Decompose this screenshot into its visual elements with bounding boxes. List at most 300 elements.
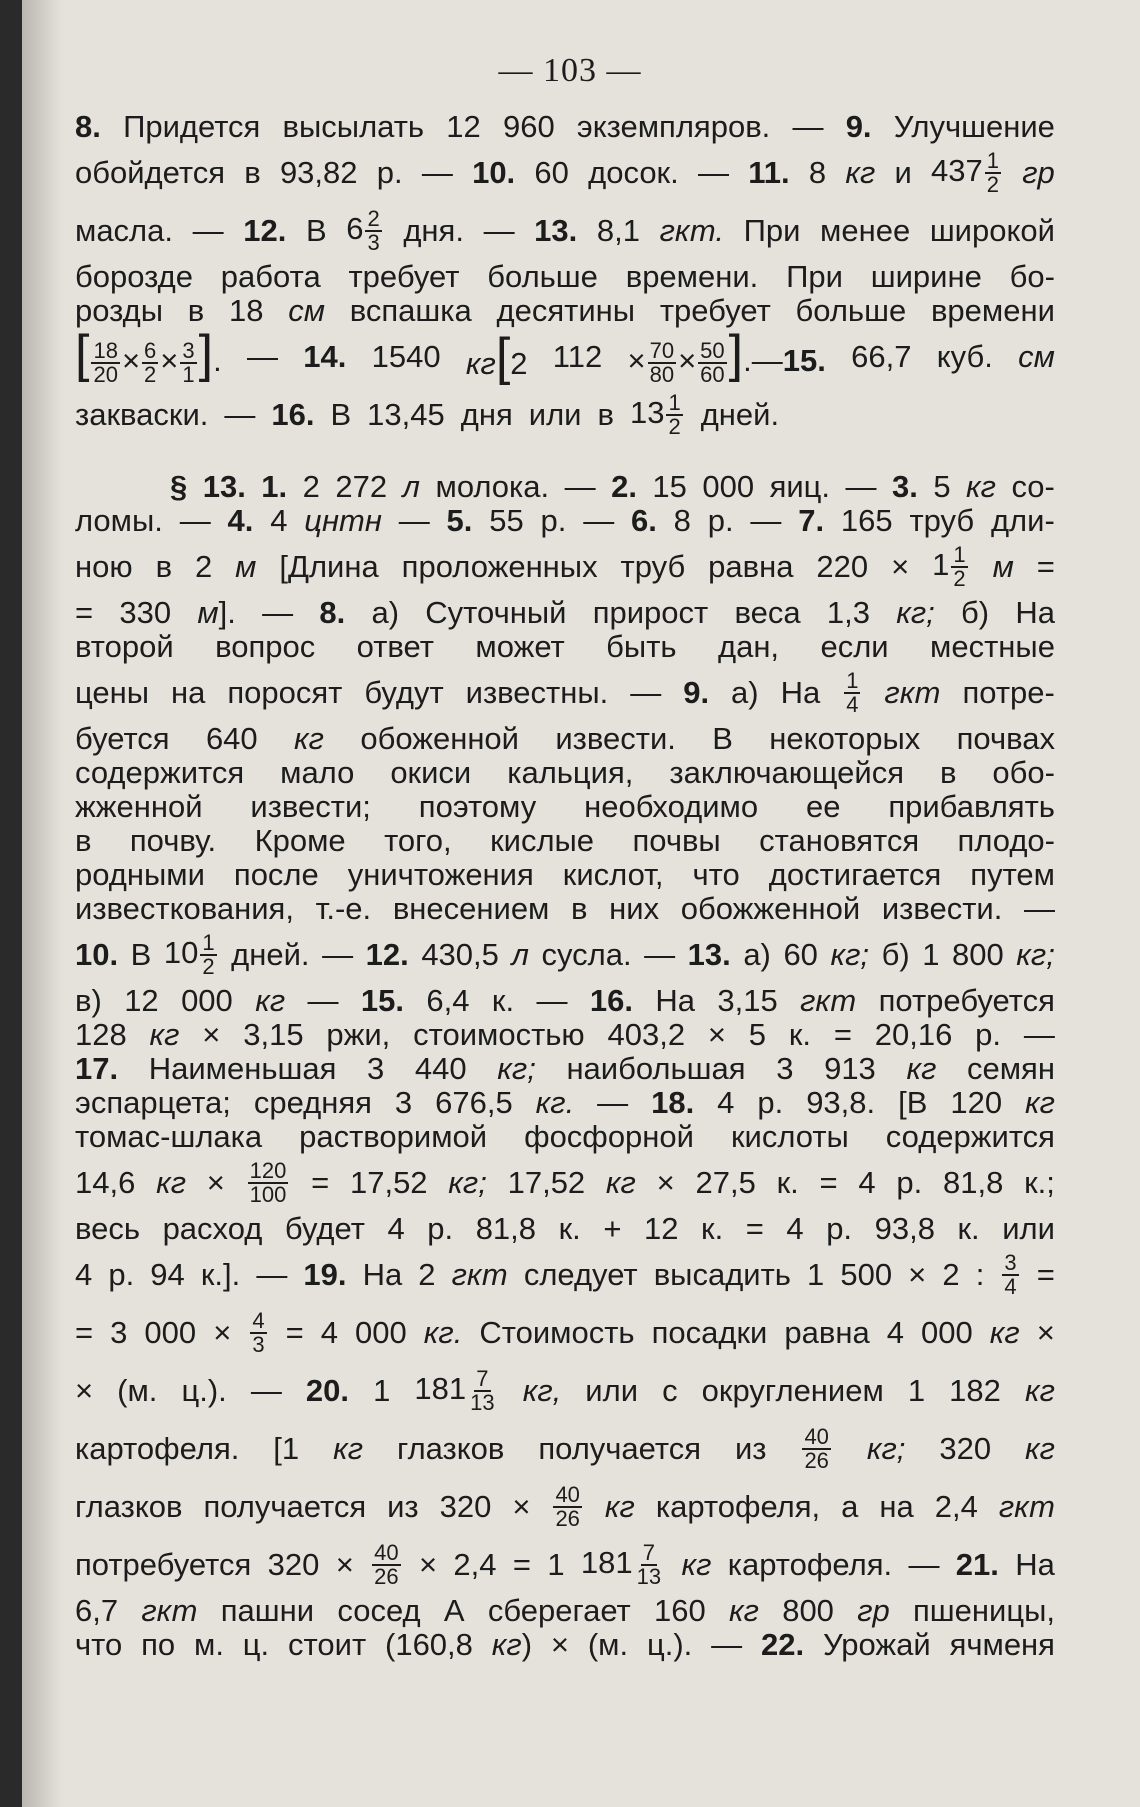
text-fragment: менее <box>820 213 911 248</box>
text-fragment: 000 <box>355 1315 407 1350</box>
unit-label: кг. <box>423 1315 463 1350</box>
text-fragment: плодо- <box>957 823 1055 858</box>
text-fragment: — <box>1023 1017 1055 1052</box>
fraction <box>248 1160 289 1206</box>
word <box>427 1212 453 1246</box>
word <box>581 1542 665 1588</box>
text-fragment: поэтому <box>418 789 537 824</box>
text-fragment: Суточный <box>425 595 567 630</box>
word <box>156 550 172 584</box>
text-line <box>75 824 1055 858</box>
word <box>492 1628 532 1662</box>
word <box>244 156 260 190</box>
text-fragment: стоимостью <box>413 1017 585 1052</box>
fraction <box>372 1542 400 1588</box>
unit-label: кг <box>156 1165 187 1200</box>
word <box>922 938 939 972</box>
text-fragment: 93,8 <box>874 1211 935 1246</box>
text-line <box>75 1086 1055 1120</box>
word <box>224 398 255 432</box>
text-fragment: содержится <box>885 1119 1055 1154</box>
unit-label: кг; <box>497 1051 536 1086</box>
word <box>651 1086 694 1120</box>
text-fragment: будет <box>284 1211 365 1246</box>
word <box>892 470 918 504</box>
answer-number: 8. <box>75 109 101 144</box>
word <box>597 214 640 248</box>
word <box>1025 1432 1055 1466</box>
word <box>247 340 278 374</box>
text-fragment: — <box>398 503 430 538</box>
word <box>806 790 840 824</box>
text-fragment: получается <box>203 1489 367 1524</box>
text-fragment: к. <box>788 1017 812 1052</box>
text-fragment: 81,8 <box>942 1165 1004 1200</box>
word <box>336 1548 354 1582</box>
word <box>605 1490 635 1524</box>
text-fragment: сберегает <box>487 1593 631 1628</box>
text-fragment: 960 <box>502 109 555 144</box>
word <box>303 1258 346 1292</box>
text-fragment: кислоты <box>730 1119 849 1154</box>
text-fragment: а <box>841 1489 859 1524</box>
text-fragment: б) <box>881 937 910 972</box>
word <box>538 1432 701 1466</box>
text-line <box>75 1478 1055 1536</box>
word <box>203 1490 366 1524</box>
text-line <box>75 294 1055 328</box>
fraction <box>802 1426 830 1472</box>
word <box>879 984 1055 1018</box>
text-fragment: р. <box>896 1165 923 1200</box>
word <box>75 676 149 710</box>
word <box>644 938 675 972</box>
word <box>75 1166 135 1200</box>
text-fragment: 14,6 <box>75 1165 136 1200</box>
fraction-denominator: 2 <box>668 414 681 439</box>
text-fragment: (м. <box>587 1627 629 1662</box>
word <box>367 1052 384 1086</box>
word <box>875 1212 935 1246</box>
word <box>840 1258 892 1292</box>
word <box>559 1212 581 1246</box>
text-fragment: в <box>571 891 588 926</box>
fraction-numerator: 40 <box>555 1482 580 1507</box>
word <box>627 325 826 387</box>
text-fragment: ответ <box>356 629 434 664</box>
text-fragment: широкой <box>929 213 1055 248</box>
text-fragment: — <box>1024 891 1055 926</box>
word <box>326 1018 390 1052</box>
text-fragment: и <box>894 155 912 190</box>
unit-label: л <box>402 469 421 504</box>
word <box>1025 1374 1055 1408</box>
text-fragment: р. <box>975 1017 1002 1052</box>
text-fragment: потре- <box>962 675 1055 710</box>
answer-number: 5. <box>446 503 473 538</box>
word <box>770 470 830 504</box>
text-fragment: прибавлять <box>888 789 1055 824</box>
word <box>523 1374 562 1408</box>
word <box>857 1594 890 1628</box>
word <box>930 214 1055 248</box>
word <box>447 504 473 538</box>
word <box>75 1490 182 1524</box>
word <box>402 550 598 584</box>
word <box>511 938 528 972</box>
text-fragment: борозде <box>75 259 193 294</box>
bracket: [ <box>75 325 90 384</box>
text-fragment: 17,52 <box>349 1165 428 1200</box>
unit-label: кг <box>681 1547 712 1582</box>
text-fragment: 8,1 <box>596 213 640 248</box>
word <box>268 1548 320 1582</box>
word <box>203 470 246 504</box>
text-fragment: (м. <box>117 1373 158 1408</box>
word <box>503 110 555 144</box>
word <box>513 1548 531 1582</box>
word <box>630 676 661 710</box>
paragraph-gap <box>75 444 1055 470</box>
text-fragment: 2 <box>194 549 213 584</box>
text-fragment: буется <box>75 721 170 756</box>
word <box>452 1258 508 1292</box>
text-fragment: содержится <box>75 755 245 790</box>
word <box>195 550 212 584</box>
text-fragment: × <box>512 1489 531 1524</box>
word <box>75 1548 251 1582</box>
text-fragment: — <box>697 155 729 190</box>
text-fragment: а) <box>743 937 771 972</box>
text-fragment: закваски. <box>75 397 209 432</box>
word <box>688 938 731 972</box>
word <box>882 938 910 972</box>
fraction-denominator: 2 <box>202 954 215 979</box>
text-fragment: обо- <box>992 755 1055 790</box>
word <box>426 984 469 1018</box>
word <box>777 1166 799 1200</box>
text-fragment: ц.). <box>646 1627 693 1662</box>
fraction-numerator: 7 <box>476 1366 489 1391</box>
text-fragment: обоженной <box>360 721 519 756</box>
word <box>1011 470 1054 504</box>
text-fragment: яиц. <box>769 469 831 504</box>
text-fragment: округлением <box>701 1373 884 1408</box>
word <box>387 1490 419 1524</box>
word <box>729 1594 759 1628</box>
text-fragment: равна <box>784 1315 870 1350</box>
text-fragment: бо- <box>1009 259 1055 294</box>
text-fragment: потребуется <box>878 983 1055 1018</box>
unit-label: см <box>1018 339 1055 374</box>
word <box>588 156 679 190</box>
fraction <box>648 337 676 387</box>
text-fragment: больше <box>487 259 598 294</box>
word <box>593 596 709 630</box>
text-fragment: известны. <box>465 675 609 710</box>
text-fragment: поросят <box>227 675 343 710</box>
word <box>363 1258 403 1292</box>
answer-number: 16. <box>271 397 315 432</box>
word <box>311 1166 329 1200</box>
text-fragment: что <box>692 857 740 892</box>
word <box>606 1166 636 1200</box>
text-fragment: р. <box>376 155 403 190</box>
text-fragment: ширине <box>870 259 982 294</box>
text-fragment: 000 <box>921 1315 973 1350</box>
word <box>563 858 664 892</box>
text-fragment: 2 <box>942 1257 960 1292</box>
word <box>75 1018 127 1052</box>
word <box>497 294 636 328</box>
word <box>355 1316 407 1350</box>
word <box>908 1374 925 1408</box>
text-fragment: цены <box>75 675 150 710</box>
word <box>891 550 909 584</box>
text-fragment: [В <box>898 1085 928 1120</box>
unit-label: гкт <box>884 675 941 710</box>
text-fragment: 1,3 <box>826 595 870 630</box>
text-fragment: м. <box>194 1627 224 1662</box>
word <box>674 504 691 538</box>
word <box>590 984 633 1018</box>
word <box>319 596 345 630</box>
text-fragment: 6,7 <box>75 1593 119 1628</box>
text-fragment: розды <box>75 293 164 328</box>
text-fragment: 5 <box>748 1017 767 1052</box>
word <box>820 1166 838 1200</box>
text-fragment: 330 <box>119 595 172 630</box>
word <box>507 756 633 790</box>
word <box>698 156 729 190</box>
text-fragment: ц. <box>242 1627 270 1662</box>
word <box>303 470 320 504</box>
answer-number: 15. <box>360 983 405 1018</box>
word <box>551 1484 583 1530</box>
word <box>419 1548 437 1582</box>
answer-number: 3. <box>892 469 918 504</box>
word <box>256 1258 287 1292</box>
text-fragment: — <box>751 343 783 379</box>
text-fragment: по <box>141 1627 176 1662</box>
word <box>181 1374 226 1408</box>
text-fragment: — <box>247 339 278 374</box>
text-fragment: труб <box>909 503 975 538</box>
word <box>170 470 187 504</box>
word <box>75 756 244 790</box>
word <box>597 1086 628 1120</box>
text-fragment: ржи, <box>326 1017 391 1052</box>
text-fragment: 4 <box>75 1257 93 1292</box>
text-fragment: больше <box>795 293 907 328</box>
unit-label: л <box>511 937 529 972</box>
word <box>201 1258 240 1292</box>
unit-label: кг <box>729 1593 759 1628</box>
unit-label: кг; <box>1016 937 1055 972</box>
word <box>387 1212 404 1246</box>
text-fragment: достигается <box>768 857 942 892</box>
text-fragment: дня <box>460 397 513 432</box>
word <box>492 984 514 1018</box>
word <box>606 630 676 664</box>
text-fragment: 220 <box>816 549 869 584</box>
text-fragment: = <box>1036 549 1055 584</box>
unit-label: см <box>288 293 326 328</box>
word <box>748 156 789 190</box>
fraction-numerator: 1 <box>202 930 215 955</box>
word <box>654 1594 706 1628</box>
word <box>731 1120 849 1154</box>
answer-number: 7. <box>798 503 825 538</box>
text-fragment: 430,5 <box>421 937 499 972</box>
text-fragment: 3 <box>110 1315 128 1350</box>
text-fragment: мало <box>280 755 355 790</box>
word <box>304 504 382 538</box>
text-fragment: весь <box>75 1211 141 1246</box>
text-fragment: 800 <box>782 1593 834 1628</box>
word <box>180 504 211 538</box>
word <box>372 340 441 374</box>
text-fragment: . <box>213 343 222 379</box>
text-line <box>75 1304 1055 1362</box>
text-fragment: 2 <box>302 469 320 504</box>
text-fragment: × <box>213 1315 232 1350</box>
word <box>306 1374 349 1408</box>
unit-label: кг <box>1025 1085 1055 1120</box>
word <box>171 676 205 710</box>
text-fragment: × <box>206 1165 225 1200</box>
text-fragment: 93,8. <box>806 1085 876 1120</box>
fraction-denominator: 1 <box>182 361 195 387</box>
unit-label: кг <box>255 983 286 1018</box>
text-fragment: 60 <box>783 937 818 972</box>
text-fragment: 81,8 <box>475 1211 537 1246</box>
word <box>933 470 950 504</box>
word <box>966 470 996 504</box>
fraction-numerator: 1 <box>986 148 1000 173</box>
text-fragment: 13,45 <box>367 397 445 432</box>
word <box>440 1490 492 1524</box>
text-fragment: посадки <box>651 1315 768 1350</box>
word <box>316 892 372 926</box>
word <box>909 504 974 538</box>
word <box>935 1490 978 1524</box>
word <box>820 214 910 248</box>
text-fragment: 12 <box>124 983 159 1018</box>
text-fragment: досок. <box>588 155 679 190</box>
text-fragment: Улучшение <box>893 109 1055 144</box>
word <box>371 596 399 630</box>
text-fragment: × <box>418 1547 438 1582</box>
word <box>942 1258 959 1292</box>
word <box>908 1548 939 1582</box>
word <box>823 1628 931 1662</box>
word <box>896 596 935 630</box>
text-fragment: б) <box>961 595 990 630</box>
text-fragment: + <box>603 1211 622 1246</box>
text-fragment: 3,15 <box>243 1017 304 1052</box>
text-fragment: извести. <box>555 721 676 756</box>
text-fragment: заключающейся <box>669 755 905 790</box>
text-fragment: окиси <box>390 755 472 790</box>
unit-label: м <box>235 549 257 584</box>
word <box>75 722 170 756</box>
word <box>950 1086 1002 1120</box>
word <box>149 1052 337 1086</box>
unit-label: кг. <box>535 1085 575 1120</box>
word <box>489 504 523 538</box>
text-fragment: требует <box>659 293 771 328</box>
text-fragment: сусла. <box>541 937 632 972</box>
word <box>769 858 942 892</box>
text-fragment: 4 <box>717 1085 735 1120</box>
text-fragment: 4 <box>270 503 288 538</box>
word <box>479 1316 634 1350</box>
word <box>894 110 1055 144</box>
unit-label: кг <box>604 1489 635 1524</box>
word <box>735 1432 767 1466</box>
bracket: ] <box>198 325 214 384</box>
word <box>130 824 216 858</box>
word <box>294 722 324 756</box>
word <box>75 1212 140 1246</box>
word <box>846 470 877 504</box>
word <box>800 984 856 1018</box>
word <box>231 938 309 972</box>
word <box>348 260 459 294</box>
word <box>337 1594 420 1628</box>
text-fragment: 4 <box>786 1211 804 1246</box>
word <box>827 596 870 630</box>
word <box>1018 340 1055 374</box>
text-fragment: 913 <box>824 1051 876 1086</box>
text-fragment: В <box>712 721 733 756</box>
text-line <box>75 1052 1055 1086</box>
text-fragment: 1540 <box>371 339 441 374</box>
text-fragment: 440 <box>414 1051 467 1086</box>
text-fragment: становятся <box>759 823 920 858</box>
word <box>425 596 566 630</box>
text-fragment: почвах <box>956 721 1055 756</box>
word <box>207 1166 225 1200</box>
text-fragment: 320 <box>267 1547 320 1582</box>
word <box>421 938 499 972</box>
text-fragment: На <box>1015 595 1055 630</box>
text-fragment: вспашка <box>349 293 472 328</box>
word <box>361 984 404 1018</box>
word <box>475 630 564 664</box>
text-fragment: эспарцета; <box>75 1085 231 1120</box>
text-fragment: 3 <box>776 1051 794 1086</box>
word <box>286 1316 304 1350</box>
word <box>749 1018 766 1052</box>
fraction-numerator: 4 <box>252 1308 265 1333</box>
text-fragment: Урожай <box>822 1627 931 1662</box>
fraction-numerator: 3 <box>182 337 195 363</box>
word <box>1016 938 1055 972</box>
text-fragment: : <box>975 1257 985 1292</box>
word <box>728 1548 892 1582</box>
word <box>841 1490 858 1524</box>
word <box>943 1166 1003 1200</box>
word <box>75 824 91 858</box>
word <box>657 1166 675 1200</box>
bracket: [ <box>495 328 511 386</box>
fraction <box>468 1368 496 1414</box>
word <box>702 470 754 504</box>
word <box>254 1086 372 1120</box>
text-fragment: жженной <box>75 789 203 824</box>
